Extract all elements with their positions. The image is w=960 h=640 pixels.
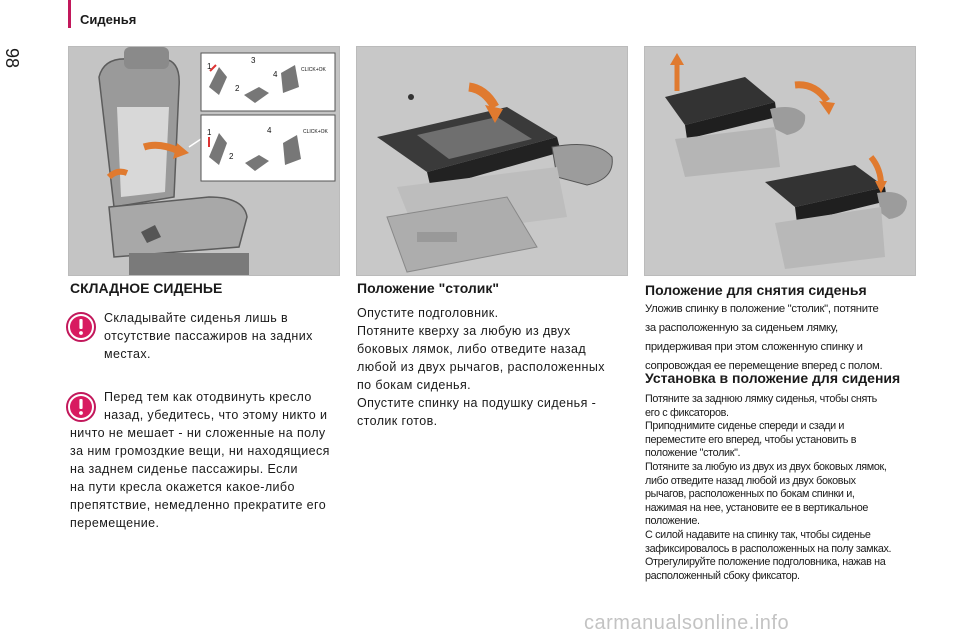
table-position-text: [357, 304, 617, 430]
warning-icon: [66, 392, 96, 422]
text-line: зафиксировалось в расположенных на полу замках.: [645, 542, 892, 555]
text-line: положение "столик".: [645, 447, 741, 460]
text-line: Опустите спинку на подушку сиденья -: [357, 396, 597, 410]
table-position-heading: Положение "столик": [357, 280, 500, 296]
text-line: боковых лямок, либо отведите назад: [357, 342, 587, 356]
warning-2-line: Перед тем как отодвинуть кресло: [104, 390, 312, 404]
text-line: либо отведите назад любой из двух боковых: [645, 474, 856, 487]
click-ok-label: CLICK+OK: [301, 67, 326, 73]
text-line: любой из двух рычагов, расположенных: [357, 360, 605, 374]
text-line: Складывайте сиденья лишь в: [104, 311, 289, 325]
text-line: отсутствие пассажиров на задних: [104, 329, 313, 343]
seat-removal-figure: [644, 46, 916, 276]
header-accent-bar: [68, 0, 71, 28]
text-line: на пути кресла окажется какое-либо: [70, 480, 295, 494]
folding-seat-heading: СКЛАДНОЕ СИДЕНЬЕ: [70, 280, 223, 296]
removal-position-heading: Положение для снятия сиденья: [645, 282, 867, 298]
text-line: Потяните кверху за любую из двух: [357, 324, 571, 338]
text-line: Опустите подголовник.: [357, 306, 499, 320]
inset-step-label: 3: [251, 56, 256, 65]
warning-2-text: [70, 424, 346, 532]
text-line: Отрегулируйте положение подголовника, нажав на: [645, 556, 886, 569]
watermark: carmanualsonline.info: [584, 612, 790, 634]
text-line: за ним громоздкие вещи, ни находящиеся: [70, 444, 330, 458]
text-line: его с фиксаторов.: [645, 406, 729, 419]
warning-icon: [66, 312, 96, 342]
text-line: местах.: [104, 347, 151, 361]
seat-removal-illustration: [645, 47, 915, 275]
inset-step-label: 4: [267, 126, 272, 135]
table-position-illustration: [357, 47, 627, 275]
seating-position-text: [645, 393, 917, 583]
text-line: переместите его вперед, чтобы установить в: [645, 433, 857, 446]
text-line: препятствие, немедленно прекратите его: [70, 498, 327, 512]
text-line: С силой надавите на спинку так, чтобы сиденье: [645, 528, 871, 541]
text-line: расположенный сбоку фиксатор.: [645, 569, 800, 582]
text-line: столик готов.: [357, 414, 438, 428]
inset-step-label: 1: [207, 128, 212, 137]
removal-position-text: [645, 300, 917, 376]
text-line: Уложив спинку в положение "столик", потяните: [645, 303, 879, 315]
page-number: 98: [2, 48, 22, 69]
text-line: сопровождая ее перемещение вперед с полом.: [645, 360, 883, 372]
text-line: за расположенную за сиденьем лямку,: [645, 322, 838, 334]
inset-step-label: 4: [273, 70, 278, 79]
text-line: нажимая на нее, установите ее в вертикальное: [645, 501, 869, 514]
text-line: Потяните за любую из двух из двух боковых лямок,: [645, 460, 887, 473]
seat-folding-illustration: [69, 47, 339, 275]
seat-folding-figure: [68, 46, 340, 276]
text-line: перемещение.: [70, 516, 160, 530]
text-line: положение.: [645, 515, 700, 528]
text-line: Приподнимите сиденье спереди и сзади и: [645, 420, 845, 433]
text-line: по бокам сиденья.: [357, 378, 472, 392]
inset-step-label: 2: [229, 152, 234, 161]
text-line: рычагов, расположенных по бокам спинки и,: [645, 488, 855, 501]
warning-1-text: [104, 309, 334, 363]
text-line: Потяните за заднюю лямку сиденья, чтобы снять: [645, 393, 877, 405]
click-ok-label: CLICK+OK: [303, 129, 328, 135]
text-line: на заднем сиденье пассажиры. Если: [70, 462, 298, 476]
text-line: ничто не мешает - ни сложенные на полу: [70, 426, 326, 440]
section-title: Сиденья: [80, 12, 137, 27]
inset-step-label: 2: [235, 84, 240, 93]
warning-2-line: назад, убедитесь, что этому никто и: [104, 408, 328, 422]
text-line: придерживая при этом сложенную спинку и: [645, 341, 863, 353]
seating-position-heading: Установка в положение для сидения: [645, 370, 901, 386]
inset-step-label: 1: [207, 62, 212, 71]
table-position-figure: [356, 46, 628, 276]
